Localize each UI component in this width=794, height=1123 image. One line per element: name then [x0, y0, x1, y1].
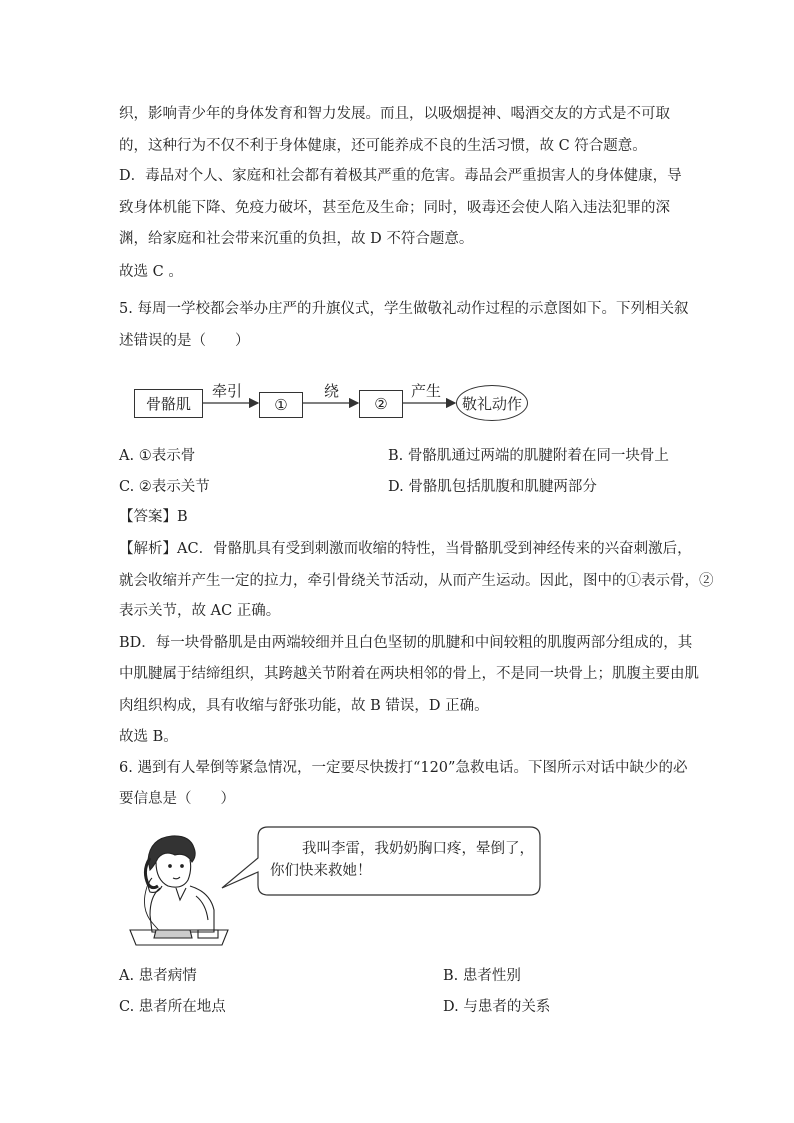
q5-analysis-line: BD．每一块骨骼肌是由两端较细并且白色坚韧的肌腱和中间较粗的肌腹两部分组成的，其 [119, 635, 693, 651]
bubble-line-2: 你们快来救她！ [270, 863, 372, 879]
text-line: D．毒品对个人、家庭和社会都有着极其严重的危害。毒品会严重损害人的身体健康，导 [119, 168, 682, 184]
q5-option-d: D. 骨骼肌包括肌腹和肌腱两部分 [388, 479, 597, 495]
q5-conclusion: 故选 B。 [119, 729, 178, 745]
q6-option-c: C. 患者所在地点 [119, 999, 226, 1015]
text-line: 致身体机能下降、免疫力破坏，甚至危及生命；同时，吸毒还会使人陷入违法犯罪的深 [119, 200, 670, 216]
skeletal-muscle-box: 骨骼肌 [134, 389, 203, 418]
blank-box-1: ① [259, 392, 303, 418]
q5-option-a: A. ①表示骨 [119, 448, 196, 464]
q5-analysis-line: 中肌腱属于结缔组织，其跨越关节附着在两块相邻的骨上，不是同一块骨上；肌腹主要由肌 [119, 666, 699, 682]
q5-analysis-line: 表示关节，故 AC 正确。 [119, 603, 281, 619]
arrow-label-around: 绕 [324, 382, 340, 400]
text-line: 故选 C 。 [119, 264, 183, 280]
text-line: 渊，给家庭和社会带来沉重的负担，故 D 不符合题意。 [119, 231, 474, 247]
bubble-line-1: 我叫李雷，我奶奶胸口疼，晕倒了， [302, 841, 534, 857]
q5-option-c: C. ②表示关节 [119, 479, 210, 495]
q5-analysis-line: 就会收缩并产生一定的拉力，牵引骨绕关节活动，从而产生运动。因此，图中的①表示骨，② [119, 573, 714, 589]
salute-action-ellipse: 敬礼动作 [456, 385, 528, 421]
q5-answer: 【答案】B [119, 509, 188, 525]
arrow-label-pull: 牵引 [212, 382, 243, 400]
text-line: 织，影响青少年的身体发育和智力发展。而且，以吸烟提神、喝酒交友的方式是不可取 [119, 106, 670, 122]
q5-option-b: B. 骨骼肌通过两端的肌腱附着在同一块骨上 [388, 448, 669, 464]
blank-box-2: ② [359, 390, 403, 418]
question-5-stem: 述错误的是（ ） [119, 333, 250, 349]
q6-option-b: B. 患者性别 [443, 968, 521, 984]
question-6-stem: 要信息是（ ） [119, 791, 235, 807]
q5-analysis-line: 【解析】AC．骨骼肌具有受到刺激而收缩的特性，当骨骼肌受到神经传来的兴奋刺激后， [119, 541, 692, 557]
question-6-stem: 6. 遇到有人晕倒等紧急情况，一定要尽快拨打“120”急救电话。下图所示对话中缺少的必 [119, 760, 688, 776]
q5-analysis-line: 肉组织构成，具有收缩与舒张功能，故 B 错误，D 正确。 [119, 698, 489, 714]
arrow-label-produce: 产生 [411, 382, 442, 400]
question-5-stem: 5. 每周一学校都会举办庄严的升旗仪式，学生做敬礼动作过程的示意图如下。下列相关叙 [119, 301, 689, 317]
q6-option-d: D. 与患者的关系 [443, 999, 551, 1015]
q6-option-a: A. 患者病情 [119, 968, 197, 984]
boy-figure [130, 836, 228, 945]
text-line: 的，这种行为不仅不利于身体健康，还可能养成不良的生活习惯，故 C 符合题意。 [119, 138, 647, 154]
